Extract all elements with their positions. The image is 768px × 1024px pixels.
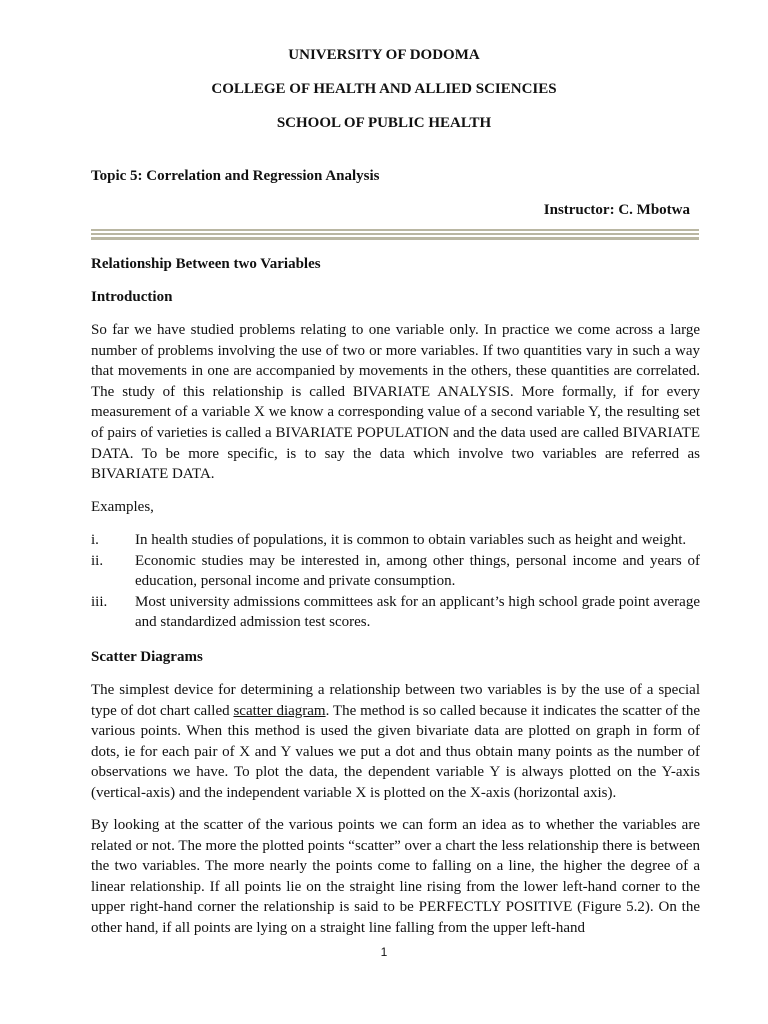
list-item-number: iii.: [91, 593, 108, 610]
introduction-heading: Introduction: [91, 289, 173, 305]
instructor-name: Instructor: C. Mbotwa: [543, 202, 690, 218]
topic-title: Topic 5: Correlation and Regression Analysis: [91, 168, 380, 184]
university-title: UNIVERSITY OF DODOMA: [288, 47, 480, 63]
list-item: [91, 592, 700, 633]
scatter-heading: Scatter Diagrams: [91, 649, 203, 665]
list-item: [91, 530, 700, 551]
intro-paragraph: So far we have studied problems relating to one variable only. In practice we come across a large number of problems involving the use of two or more variables. If two quantities vary in such a way that movements in one are accompanied by movements in the others, these quantities are correlated. The study of this relationship is called BIVARIATE ANALYSIS. More formally, if for every measurement of a variable X we know a corresponding value of a second variable Y, the resulting set of pairs of varieties is called a BIVARIATE POPULATION and the data used are called BIVARIATE DATA. To be more specific, is to say the data which involve two variables are referred as BIVARIATE DATA.: [91, 322, 700, 483]
list-item-text: In health studies of populations, it is common to obtain variables such as height and weight.: [135, 532, 687, 548]
scatter-p1-before: The simplest device for determining a relationship between two variables is by the use of a special type of dot chart called: [91, 682, 700, 719]
header-divider: [91, 229, 699, 241]
school-title: SCHOOL OF PUBLIC HEALTH: [276, 115, 492, 131]
section-title: Relationship Between two Variables: [91, 256, 321, 272]
list-item: [91, 551, 700, 592]
page-number: 1: [380, 945, 388, 959]
examples-label: Examples,: [91, 499, 154, 515]
scatter-paragraph-1: [91, 680, 700, 804]
scatter-p1-after: . The method is so called because it indicates the scatter of the various points. When this method is used the given bivariate data are plotted on graph in form of dots, ie for each pair of X and Y values we put a dot and thus obtain many points as the number of observations we have. To plot the data, the dependent variable Y is always plotted on the Y-axis (vertical-axis) and the independent variable X is plotted on the X-axis (horizontal axis).: [91, 702, 700, 801]
scatter-diagram-term: scatter diagram: [233, 702, 326, 719]
examples-list: [91, 530, 700, 633]
list-item-text: Economic studies may be interested in, among other things, personal income and years of education, personal income and private consumption.: [135, 552, 700, 589]
list-item-text: Most university admissions committees ask for an applicant’s high school grade point average and standardized admission test scores.: [135, 593, 700, 630]
college-title: COLLEGE OF HEALTH AND ALLIED SCIENCIES: [211, 81, 557, 97]
scatter-paragraph-2: By looking at the scatter of the various points we can form an idea as to whether the variables are related or not. The more the plotted points “scatter” over a chart the less relationship there is between the two variables. The more nearly the points come to falling on a line, the higher the degree of a linear relationship. If all points lie on the straight line rising from the lower left-hand corner to the upper right-hand corner the relationship is said to be PERFECTLY POSITIVE (Figure 5.2). On the other hand, if all points are lying on a straight line falling from the upper left-hand: [91, 817, 700, 936]
list-item-number: i.: [91, 532, 99, 548]
list-item-number: ii.: [91, 552, 104, 569]
